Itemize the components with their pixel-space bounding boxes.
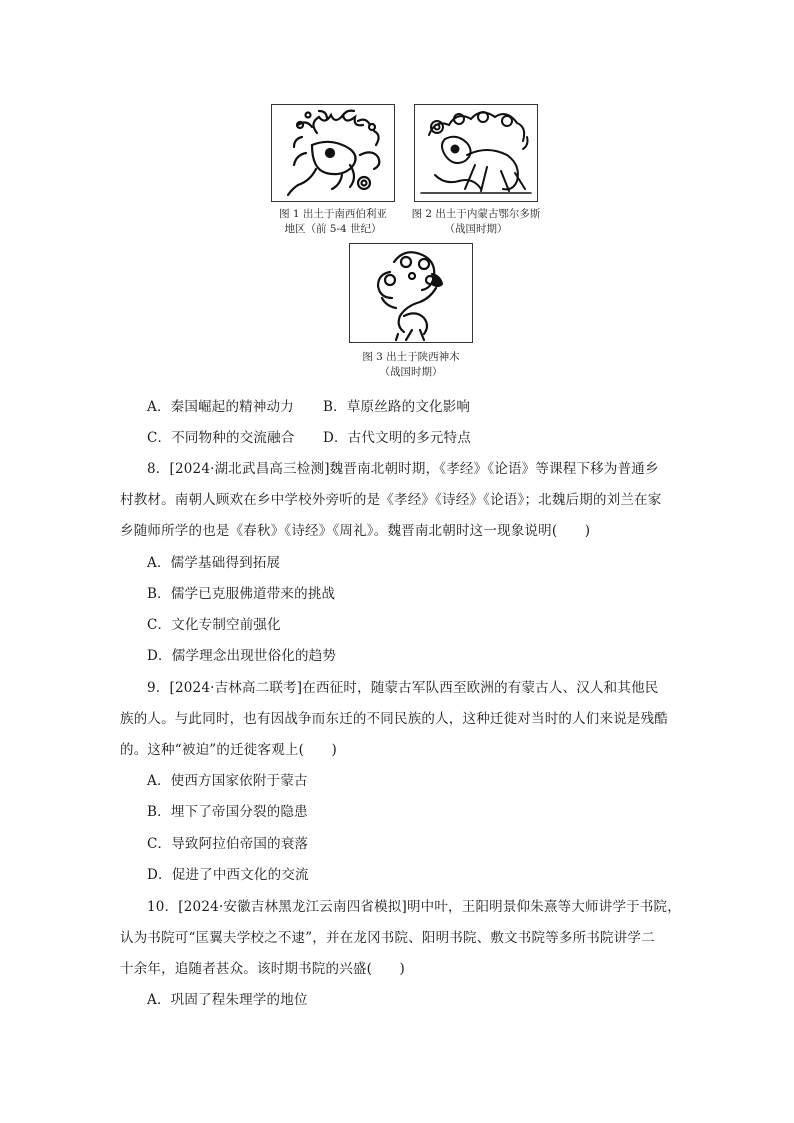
q8-stem-line-1: 8．[2024·湖北武昌高三检测]魏晋南北朝时期，《孝经》《论语》等课程下移为普通乡 bbox=[147, 461, 659, 477]
figure-3 bbox=[349, 243, 473, 343]
q7-option-a: A．秦国崛起的精神动力 bbox=[147, 399, 294, 415]
figure-1-caption: 图 1 出土于南西伯利亚 地区（前 5-4 世纪） bbox=[279, 208, 387, 235]
q10-stem-line-3: 十余年，追随者甚众。该时期书院的兴盛( ) bbox=[120, 961, 405, 977]
griffin-deer-plaque-icon bbox=[272, 105, 394, 201]
q8-option-c: C．文化专制空前强化 bbox=[147, 617, 281, 633]
beast-antler-plaque-icon bbox=[415, 105, 537, 201]
q9-stem-line-1: 9．[2024·吉林高二联考]在西征时，随蒙古军队西至欧洲的有蒙古人、汉人和其他民 bbox=[147, 680, 659, 696]
q10-stem-line-1: 10．[2024·安徽吉林黑龙江云南四省模拟]明中叶，王阳明景仰朱熹等大师讲学于书院， bbox=[147, 899, 681, 915]
q8-option-b: B．儒学已克服佛道带来的挑战 bbox=[147, 586, 336, 602]
q9-option-b: B．埋下了帝国分裂的隐患 bbox=[147, 804, 308, 820]
q9-option-c: C．导致阿拉伯帝国的衰落 bbox=[147, 836, 309, 852]
q9-stem-line-2: 族的人。与此同时，也有因战争而东迁的不同民族的人，这种迁徙对当时的人们来说是残酷 bbox=[120, 711, 668, 727]
q9-stem-line-3: 的。这种“被迫”的迁徙客观上( ) bbox=[120, 742, 337, 758]
q8-option-d: D．儒学理念出现世俗化的趋势 bbox=[147, 648, 337, 664]
figure-2-caption: 图 2 出土于内蒙古鄂尔多斯 （战国时期） bbox=[411, 208, 541, 235]
q10-option-a: A．巩固了程朱理学的地位 bbox=[147, 992, 308, 1008]
q10-stem-line-2: 认为书院可“匡翼夫学校之不逮”，并在龙冈书院、阳明书院、敷文书院等多所书院讲学二 bbox=[120, 930, 655, 946]
q8-option-a: A．儒学基础得到拓展 bbox=[147, 555, 281, 571]
gold-deer-icon bbox=[350, 244, 472, 342]
q9-option-a: A．使西方国家依附于蒙古 bbox=[147, 773, 308, 789]
q7-option-d: D．古代文明的多元特点 bbox=[323, 430, 472, 446]
figure-3-caption: 图 3 出土于陕西神木 （战国时期） bbox=[362, 351, 460, 378]
figure-2 bbox=[414, 104, 538, 202]
q7-option-c: C．不同物种的交流融合 bbox=[147, 430, 295, 446]
q8-stem-line-3: 乡随师所学的也是《春秋》《诗经》《周礼》。魏晋南北朝时这一现象说明( ) bbox=[120, 523, 591, 539]
q7-option-b: B．草原丝路的文化影响 bbox=[323, 399, 471, 415]
q8-stem-line-2: 村教材。南朝人顾欢在乡中学校外旁听的是《孝经》《诗经》《论语》；北魏后期的刘兰在家 bbox=[120, 492, 662, 508]
q9-option-d: D．促进了中西文化的交流 bbox=[147, 867, 309, 883]
figure-1 bbox=[271, 104, 395, 202]
